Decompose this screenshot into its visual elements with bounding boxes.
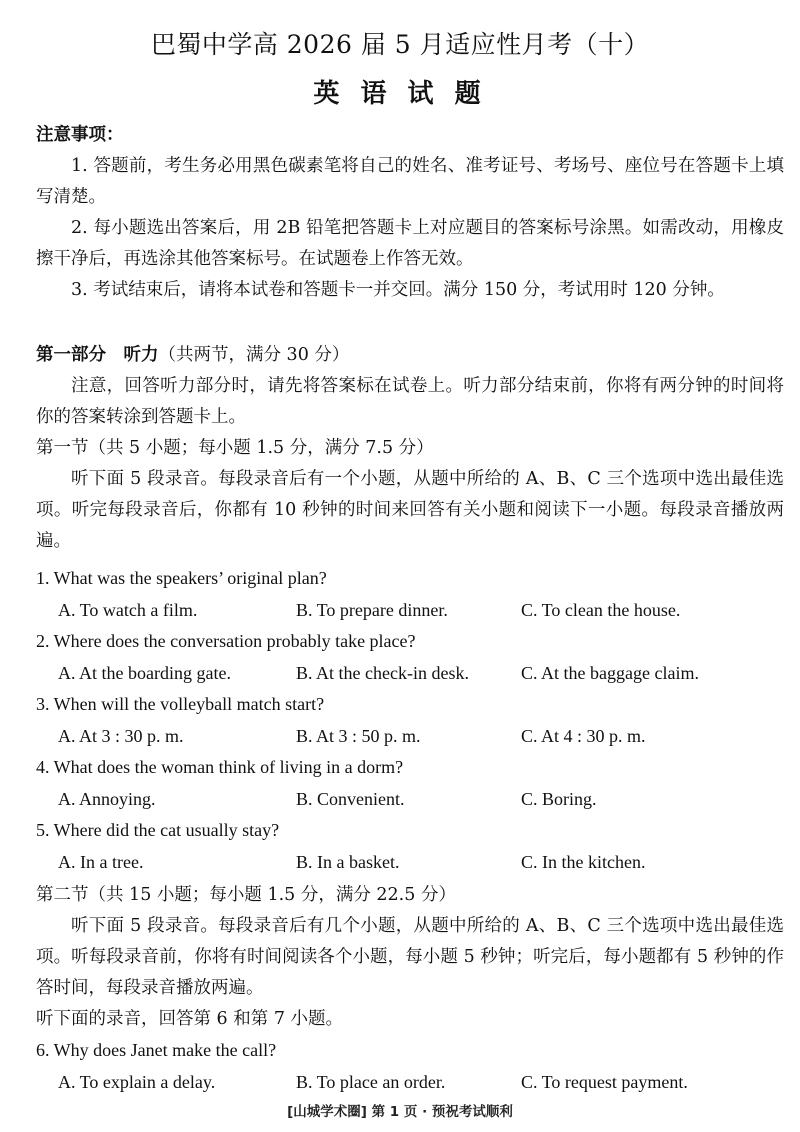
option-b: B. At 3 : 50 p. m. <box>296 726 421 746</box>
option-a: A. At the boarding gate. <box>58 663 231 683</box>
question-stem: 6. Why does Janet make the call? <box>36 1040 277 1060</box>
option-c: C. In the kitchen. <box>521 852 646 872</box>
part1-section <box>36 340 784 557</box>
section1-heading: 第一节（共 5 小题；每小题 1.5 分，满分 7.5 分） <box>36 438 434 458</box>
question-stem: 4. What does the woman think of living in a dorm? <box>36 757 404 777</box>
option-a: A. To watch a film. <box>58 600 198 620</box>
notice-item: 2. 每小题选出答案后，用 2B 铅笔把答题卡上对应题目的答案标号涂黑。如需改动，用橡皮擦干净后，再选涂其他答案标号。在试题卷上作答无效。 <box>36 218 784 269</box>
question-6 <box>36 1035 784 1098</box>
subject-title: 英 语 试 题 <box>313 79 487 109</box>
question-2 <box>36 626 784 689</box>
options-row <box>36 594 784 626</box>
section2 <box>36 880 784 1098</box>
option-c: C. To clean the house. <box>521 600 681 620</box>
option-c: C. At 4 : 30 p. m. <box>521 726 646 746</box>
question-5 <box>36 815 784 878</box>
option-a: A. Annoying. <box>58 789 156 809</box>
section1-questions <box>36 563 784 878</box>
notice-item: 1. 答题前，考生务必用黑色碳素笔将自己的姓名、准考证号、考场号、座位号在答题卡上填写清楚。 <box>36 156 784 207</box>
section2-heading: 第二节（共 15 小题；每小题 1.5 分，满分 22.5 分） <box>36 885 456 905</box>
question-stem: 2. Where does the conversation probably take place? <box>36 631 416 651</box>
exam-title: 巴蜀中学高 2026 届 5 月适应性月考（十） <box>150 30 650 59</box>
option-b: B. To prepare dinner. <box>296 600 448 620</box>
notice-section <box>36 120 784 306</box>
question-stem: 5. Where did the cat usually stay? <box>36 820 280 840</box>
options-row <box>36 783 784 815</box>
question-stem: 3. When will the volleyball match start? <box>36 694 325 714</box>
question-stem: 1. What was the speakers’ original plan? <box>36 568 327 588</box>
question-1 <box>36 563 784 626</box>
section2-instructions: 听下面 5 段录音。每段录音后有几个小题，从题中所给的 A、B、C 三个选项中选出最佳选项。听每段录音前，你将有时间阅读各个小题，每小题 5 秒钟；听完后，每小题都有 5 秒钟的作答时间，每段录音播放两遍。 <box>36 916 784 998</box>
options-row <box>36 1066 784 1098</box>
notice-heading: 注意事项： <box>36 125 124 145</box>
notice-item: 3. 考试结束后，请将本试卷和答题卡一并交回。满分 150 分，考试用时 120 分钟。 <box>71 280 725 300</box>
option-c: C. At the baggage claim. <box>521 663 699 683</box>
options-row <box>36 720 784 752</box>
option-b: B. At the check-in desk. <box>296 663 469 683</box>
option-c: C. Boring. <box>521 789 597 809</box>
part1-heading-note: （共两节，满分 30 分） <box>158 345 350 365</box>
option-c: C. To request payment. <box>521 1072 688 1092</box>
option-a: A. In a tree. <box>58 852 144 872</box>
page-footer: [山城学术圈] 第 1 页 · 预祝考试顺利 <box>287 1104 513 1120</box>
option-a: A. To explain a delay. <box>58 1072 216 1092</box>
part1-heading-label: 第一部分 听力 <box>36 345 159 365</box>
option-b: B. In a basket. <box>296 852 400 872</box>
question-4 <box>36 752 784 815</box>
question-3 <box>36 689 784 752</box>
section1-instructions: 听下面 5 段录音。每段录音后有一个小题，从题中所给的 A、B、C 三个选项中选出最佳选项。听完每段录音后，你都有 10 秒钟的时间来回答有关小题和阅读下一小题。每段录音播放两遍。 <box>36 469 784 551</box>
options-row <box>36 846 784 878</box>
part1-heading <box>36 340 784 371</box>
option-b: B. Convenient. <box>296 789 405 809</box>
group-prompt: 听下面的录音，回答第 6 和第 7 小题。 <box>36 1009 344 1029</box>
part1-intro: 注意，回答听力部分时，请先将答案标在试卷上。听力部分结束前，你将有两分钟的时间将你的答案转涂到答题卡上。 <box>36 376 784 427</box>
option-b: B. To place an order. <box>296 1072 446 1092</box>
option-a: A. At 3 : 30 p. m. <box>58 726 184 746</box>
options-row <box>36 657 784 689</box>
